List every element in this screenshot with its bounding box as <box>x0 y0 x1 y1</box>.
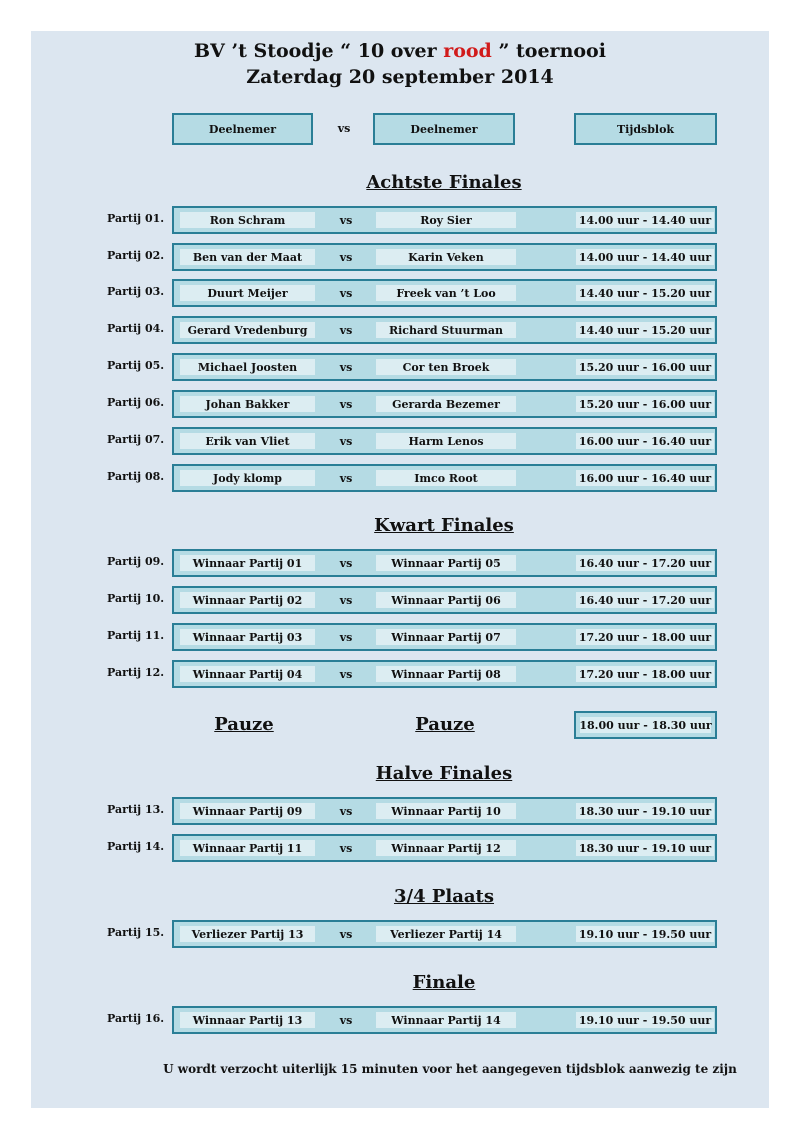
match-time: 19.10 uur - 19.50 uur <box>576 926 714 942</box>
match-bar <box>172 427 717 455</box>
match-player1: Duurt Meijer <box>180 285 315 301</box>
column-header-time: Tijdsblok <box>574 113 717 145</box>
match-vs: vs <box>339 593 353 607</box>
match-player1: Winnaar Partij 13 <box>180 1012 315 1028</box>
section-achtste-finales: Achtste Finales <box>366 172 522 193</box>
match-bar <box>172 1006 717 1034</box>
match-vs: vs <box>339 250 353 264</box>
match-player2: Richard Stuurman <box>376 322 516 338</box>
match-player2: Winnaar Partij 07 <box>376 629 516 645</box>
match-player1: Winnaar Partij 02 <box>180 592 315 608</box>
match-player2: Harm Lenos <box>376 433 516 449</box>
match-vs: vs <box>339 213 353 227</box>
match-time: 18.30 uur - 19.10 uur <box>576 803 714 819</box>
pauze-label-left: Pauze <box>214 714 274 735</box>
match-bar <box>172 243 717 271</box>
match-vs: vs <box>339 360 353 374</box>
footer-note: U wordt verzocht uiterlijk 15 minuten voor het aangegeven tijdsblok aanwezig te zijn <box>163 1062 737 1076</box>
match-time: 14.40 uur - 15.20 uur <box>576 285 714 301</box>
match-row <box>0 834 800 862</box>
match-time: 17.20 uur - 18.00 uur <box>576 629 714 645</box>
match-bar <box>172 623 717 651</box>
match-time: 19.10 uur - 19.50 uur <box>576 1012 714 1028</box>
match-label: Partij 08. <box>107 470 165 483</box>
match-vs: vs <box>339 927 353 941</box>
match-player2: Cor ten Broek <box>376 359 516 375</box>
match-row <box>0 920 800 948</box>
match-player2: Winnaar Partij 06 <box>376 592 516 608</box>
match-player1: Ben van der Maat <box>180 249 315 265</box>
match-row <box>0 797 800 825</box>
match-vs: vs <box>339 667 353 681</box>
match-label: Partij 11. <box>107 629 165 642</box>
match-player1: Winnaar Partij 11 <box>180 840 315 856</box>
match-row <box>0 464 800 492</box>
section-finale: Finale <box>412 972 476 993</box>
match-row <box>0 549 800 577</box>
match-vs: vs <box>339 841 353 855</box>
match-vs: vs <box>339 286 353 300</box>
match-row <box>0 660 800 688</box>
match-label: Partij 16. <box>107 1012 165 1025</box>
match-label: Partij 06. <box>107 396 165 409</box>
section-3-4-plaats: 3/4 Plaats <box>393 886 495 907</box>
match-player1: Michael Joosten <box>180 359 315 375</box>
match-player2: Gerarda Bezemer <box>376 396 516 412</box>
section-halve-finales: Halve Finales <box>375 763 513 784</box>
match-player1: Winnaar Partij 01 <box>180 555 315 571</box>
match-row <box>0 243 800 271</box>
match-bar <box>172 834 717 862</box>
match-player1: Jody klomp <box>180 470 315 486</box>
page-subtitle: Zaterdag 20 september 2014 <box>246 66 554 88</box>
match-bar <box>172 316 717 344</box>
match-vs: vs <box>339 556 353 570</box>
section-kwart-finales: Kwart Finales <box>374 515 514 536</box>
column-header-player1: Deelnemer <box>172 113 313 145</box>
match-time: 16.00 uur - 16.40 uur <box>576 470 714 486</box>
match-row <box>0 1006 800 1034</box>
match-bar <box>172 660 717 688</box>
match-player2: Winnaar Partij 14 <box>376 1012 516 1028</box>
match-bar <box>172 920 717 948</box>
pauze-time-box <box>574 711 717 739</box>
match-player1: Winnaar Partij 09 <box>180 803 315 819</box>
match-vs: vs <box>339 397 353 411</box>
match-player2: Winnaar Partij 05 <box>376 555 516 571</box>
match-time: 14.40 uur - 15.20 uur <box>576 322 714 338</box>
match-vs: vs <box>339 1013 353 1027</box>
match-row <box>0 316 800 344</box>
match-label: Partij 02. <box>107 249 165 262</box>
match-player1: Verliezer Partij 13 <box>180 926 315 942</box>
match-time: 15.20 uur - 16.00 uur <box>576 359 714 375</box>
match-player1: Johan Bakker <box>180 396 315 412</box>
match-vs: vs <box>339 471 353 485</box>
match-label: Partij 09. <box>107 555 165 568</box>
match-time: 16.40 uur - 17.20 uur <box>576 592 714 608</box>
match-bar <box>172 390 717 418</box>
match-player1: Erik van Vliet <box>180 433 315 449</box>
match-player2: Winnaar Partij 08 <box>376 666 516 682</box>
column-header-player2: Deelnemer <box>373 113 515 145</box>
match-label: Partij 13. <box>107 803 165 816</box>
match-player2: Verliezer Partij 14 <box>376 926 516 942</box>
match-player1: Winnaar Partij 04 <box>180 666 315 682</box>
match-bar <box>172 549 717 577</box>
match-bar <box>172 464 717 492</box>
match-time: 16.40 uur - 17.20 uur <box>576 555 714 571</box>
match-player2: Roy Sier <box>376 212 516 228</box>
match-vs: vs <box>339 630 353 644</box>
match-player2: Winnaar Partij 12 <box>376 840 516 856</box>
match-label: Partij 15. <box>107 926 165 939</box>
match-time: 14.00 uur - 14.40 uur <box>576 212 714 228</box>
match-row <box>0 623 800 651</box>
match-label: Partij 04. <box>107 322 165 335</box>
pauze-label-right: Pauze <box>415 714 475 735</box>
match-label: Partij 05. <box>107 359 165 372</box>
match-bar <box>172 206 717 234</box>
match-time: 14.00 uur - 14.40 uur <box>576 249 714 265</box>
match-label: Partij 07. <box>107 433 165 446</box>
match-bar <box>172 797 717 825</box>
match-player2: Imco Root <box>376 470 516 486</box>
match-vs: vs <box>339 804 353 818</box>
match-label: Partij 03. <box>107 285 165 298</box>
pauze-time: 18.00 uur - 18.30 uur <box>579 718 712 732</box>
match-time: 16.00 uur - 16.40 uur <box>576 433 714 449</box>
match-time: 15.20 uur - 16.00 uur <box>576 396 714 412</box>
match-label: Partij 14. <box>107 840 165 853</box>
page-title: BV ’t Stoodje “ 10 over rood ” toernooi <box>194 40 606 62</box>
match-time: 17.20 uur - 18.00 uur <box>576 666 714 682</box>
match-label: Partij 01. <box>107 212 165 225</box>
match-row <box>0 279 800 307</box>
match-row <box>0 390 800 418</box>
match-player1: Gerard Vredenburg <box>180 322 315 338</box>
match-label: Partij 10. <box>107 592 165 605</box>
match-bar <box>172 586 717 614</box>
match-player2: Freek van ’t Loo <box>376 285 516 301</box>
match-player1: Winnaar Partij 03 <box>180 629 315 645</box>
match-time: 18.30 uur - 19.10 uur <box>576 840 714 856</box>
match-row <box>0 427 800 455</box>
match-player2: Karin Veken <box>376 249 516 265</box>
match-player1: Ron Schram <box>180 212 315 228</box>
match-row <box>0 206 800 234</box>
column-header-vs: vs <box>337 122 351 135</box>
match-bar <box>172 279 717 307</box>
match-row <box>0 353 800 381</box>
match-label: Partij 12. <box>107 666 165 679</box>
match-vs: vs <box>339 434 353 448</box>
match-row <box>0 586 800 614</box>
title-accent: rood <box>443 40 492 62</box>
match-bar <box>172 353 717 381</box>
match-player2: Winnaar Partij 10 <box>376 803 516 819</box>
match-vs: vs <box>339 323 353 337</box>
